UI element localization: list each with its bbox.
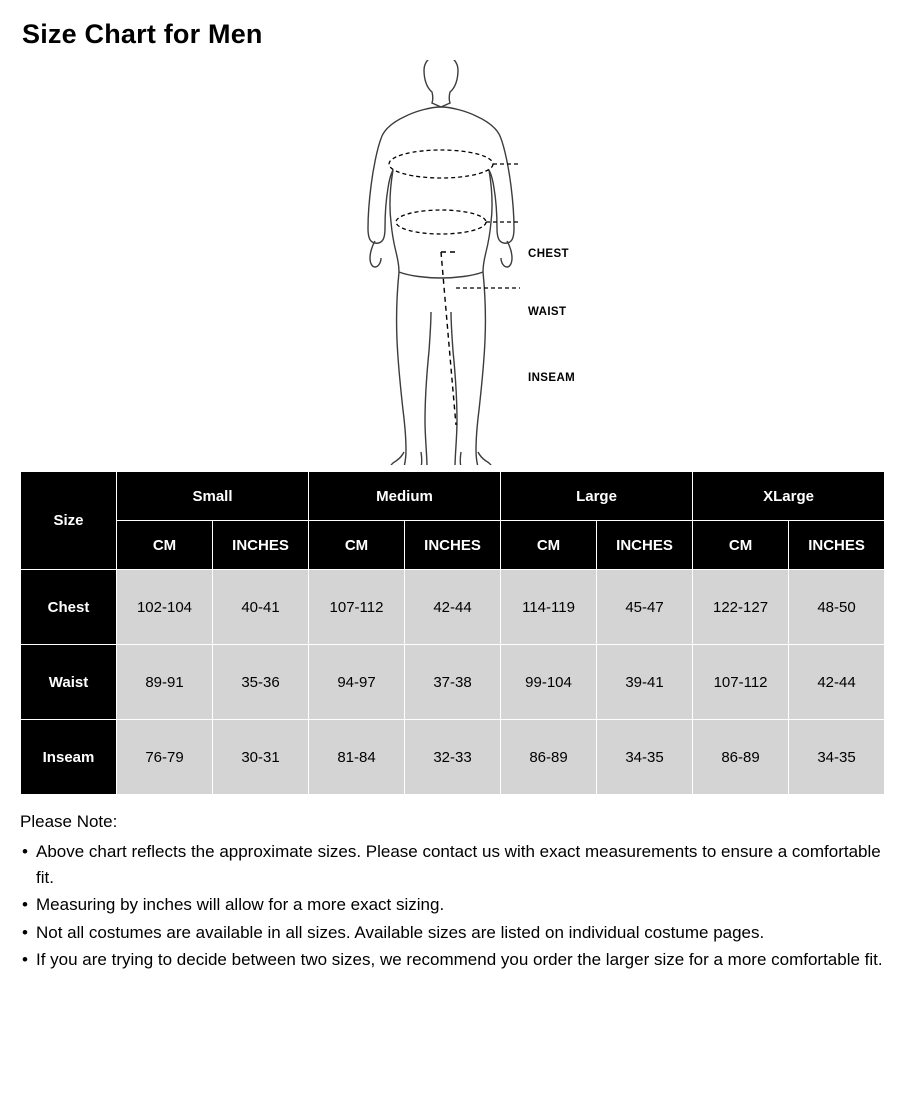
group-header-medium: Medium [309,472,501,521]
cell-inseam-small-cm: 76-79 [117,720,213,795]
cell-chest-xlarge-cm: 122-127 [693,570,789,645]
cell-waist-large-inches: 39-41 [597,645,693,720]
unit-header-medium-cm: CM [309,521,405,570]
cell-chest-medium-cm: 107-112 [309,570,405,645]
cell-chest-medium-inches: 42-44 [405,570,501,645]
unit-header-xlarge-cm: CM [693,521,789,570]
notes-section [20,809,885,973]
table-row [21,645,885,720]
cell-inseam-medium-cm: 81-84 [309,720,405,795]
size-table [20,471,885,795]
cell-inseam-large-inches: 34-35 [597,720,693,795]
inseam-label: INSEAM [528,372,576,385]
size-chart-page [0,18,905,1098]
table-row [21,720,885,795]
cell-chest-small-inches: 40-41 [213,570,309,645]
cell-chest-large-cm: 114-119 [501,570,597,645]
cell-inseam-small-inches: 30-31 [213,720,309,795]
row-label-waist: Waist [21,645,117,720]
table-group-header-row [21,472,885,521]
row-label-chest: Chest [21,570,117,645]
cell-waist-small-cm: 89-91 [117,645,213,720]
note-item: • If you are trying to decide between two sizes, we recommend you order the larger size for a more comfortable fit. [20,947,885,973]
table-corner-label: Size [21,472,117,570]
notes-heading: Please Note: [20,812,118,832]
cell-waist-large-cm: 99-104 [501,645,597,720]
cell-chest-xlarge-inches: 48-50 [789,570,885,645]
group-header-xlarge: XLarge [693,472,885,521]
cell-inseam-medium-inches: 32-33 [405,720,501,795]
cell-waist-xlarge-cm: 107-112 [693,645,789,720]
cell-chest-large-inches: 45-47 [597,570,693,645]
cell-inseam-large-cm: 86-89 [501,720,597,795]
cell-waist-medium-inches: 37-38 [405,645,501,720]
chest-measure-ellipse [389,150,493,178]
notes-list [20,839,885,974]
waist-label: WAIST [528,306,567,319]
page-title: Size Chart for Men [22,19,263,49]
cell-chest-small-cm: 102-104 [117,570,213,645]
note-item: • Not all costumes are available in all sizes. Available sizes are listed on individual costume pages. [20,920,885,946]
row-label-inseam: Inseam [21,720,117,795]
group-header-small: Small [117,472,309,521]
cell-inseam-xlarge-inches: 34-35 [789,720,885,795]
cell-waist-medium-cm: 94-97 [309,645,405,720]
group-header-large: Large [501,472,693,521]
unit-header-medium-inches: INCHES [405,521,501,570]
table-unit-header-row [21,521,885,570]
male-body-diagram-icon [20,60,885,465]
unit-header-large-inches: INCHES [597,521,693,570]
cell-waist-xlarge-inches: 42-44 [789,645,885,720]
note-item: • Measuring by inches will allow for a more exact sizing. [20,892,885,918]
unit-header-large-cm: CM [501,521,597,570]
cell-inseam-xlarge-cm: 86-89 [693,720,789,795]
chest-label: CHEST [528,248,569,261]
waist-measure-ellipse [396,210,486,234]
table-row [21,570,885,645]
unit-header-small-inches: INCHES [213,521,309,570]
note-item: • Above chart reflects the approximate sizes. Please contact us with exact measurements to ensure a comfortable fit. [20,839,885,892]
cell-waist-small-inches: 35-36 [213,645,309,720]
body-measurement-figure [20,60,885,465]
unit-header-xlarge-inches: INCHES [789,521,885,570]
unit-header-small-cm: CM [117,521,213,570]
